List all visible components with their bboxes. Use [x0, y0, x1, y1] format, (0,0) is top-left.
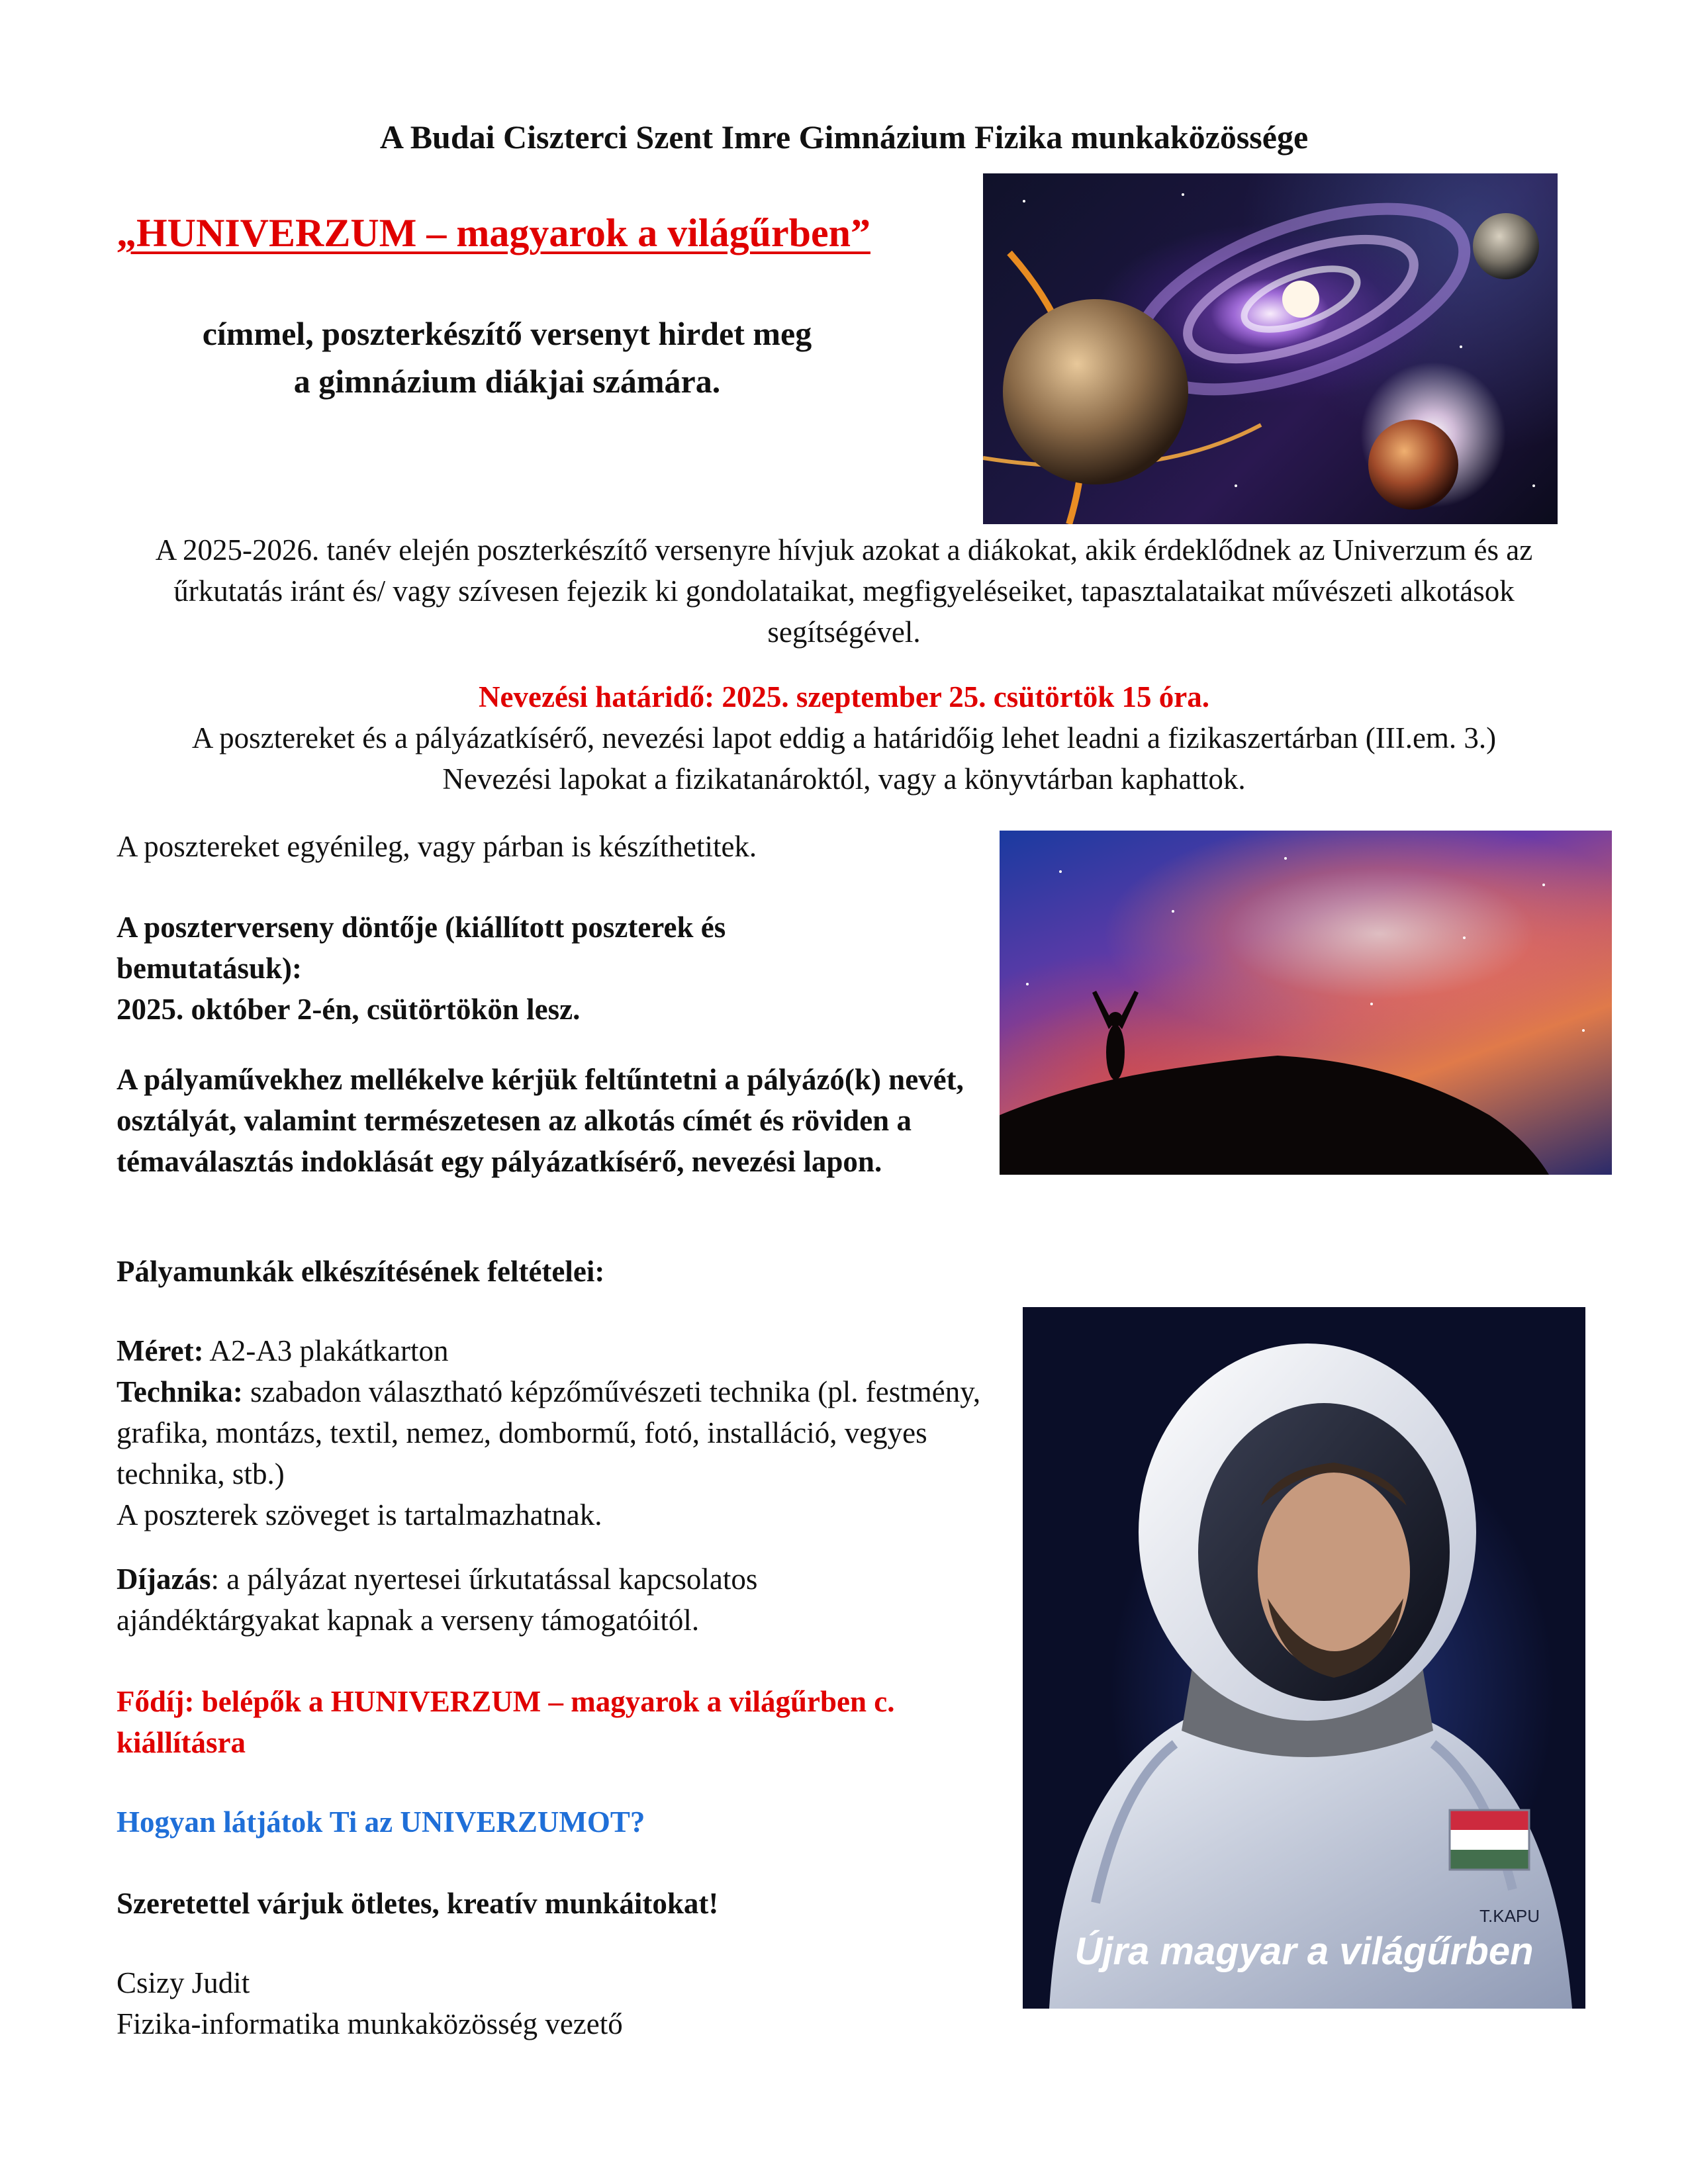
- grand-prize: Fődíj: belépők a HUNIVERZUM – magyarok a világűrben c. kiállításra: [117, 1685, 895, 1759]
- size-label: Méret:: [117, 1334, 204, 1367]
- night-sky-image: [1000, 831, 1612, 1175]
- final-block: [117, 907, 878, 1030]
- question-line: Hogyan látjátok Ti az UNIVERZUMOT?: [117, 1805, 645, 1839]
- intro-paragraph: A 2025-2026. tanév elején poszterkészítő versenyre hívjuk azokat a diákokat, akik érdeklődnek az Univerzum és az űrkutatás iránt és/ vagy szívesen fejezik ki gondolataikat, megfigyeléseiket, tapasztalataikat művészeti alkotások segítségével.: [155, 533, 1533, 649]
- conditions-list: [117, 1330, 984, 1535]
- final-line-1: A poszterverseny döntője (kiállított poszterek és bemutatásuk):: [117, 911, 726, 985]
- galaxy-illustration: [983, 173, 1558, 524]
- astronaut-illustration: [1023, 1307, 1585, 2009]
- prize-value: : a pályázat nyertesei űrkutatással kapcsolatos ajándéktárgyakat kapnak a verseny támogatóitól.: [117, 1563, 758, 1637]
- technique-value: szabadon választható képzőművészeti technika (pl. festmény, grafika, montázs, textil, nemez, dombormű, fotó, installáció, vegyes technika, stb.): [117, 1375, 981, 1490]
- header-title: A Budai Ciszterci Szent Imre Gimnázium Fizika munkaközössége: [379, 118, 1309, 156]
- signature-role: Fizika-informatika munkaközösség vezető: [117, 2007, 623, 2040]
- deadline-line-2: Nevezési lapokat a fizikatanároktól, vagy a könyvtárban kaphattok.: [442, 762, 1246, 796]
- text-note: A poszterek szöveget is tartalmazhatnak.: [117, 1498, 602, 1531]
- signature: [117, 1962, 997, 2044]
- size-line: [117, 1330, 984, 1371]
- subtitle: [117, 310, 898, 405]
- signature-name: Csizy Judit: [117, 1966, 250, 1999]
- night-sky-illustration: [1000, 831, 1612, 1175]
- galaxy-planets-image: [983, 173, 1558, 524]
- deadline-headline: Nevezési határidő: 2025. szeptember 25. csütörtök 15 óra.: [479, 680, 1209, 713]
- astronaut-caption: Újra magyar a világűrben: [1074, 1930, 1534, 1973]
- prize-label: Díjazás: [117, 1563, 211, 1596]
- size-value: A2-A3 plakátkarton: [203, 1334, 449, 1367]
- individual-note: A posztereket egyénileg, vagy párban is készíthetitek.: [117, 830, 757, 863]
- subtitle-line-2: a gimnázium diákjai számára.: [293, 363, 721, 400]
- technique-label: Technika:: [117, 1375, 243, 1408]
- final-line-2: 2025. október 2-én, csütörtökön lesz.: [117, 993, 581, 1026]
- subtitle-line-1: címmel, poszterkészítő versenyt hirdet meg: [202, 315, 812, 352]
- prize-paragraph: [117, 1559, 951, 1641]
- deadline-block: [106, 676, 1582, 799]
- deadline-line-1: A posztereket és a pályázatkísérő, nevezési lapot eddig a határidőig lehet leadni a fizikaszertárban (III.em. 3.): [191, 721, 1497, 754]
- attachment-paragraph: A pályaművekhez mellékelve kérjük feltűntetni a pályázó(k) nevét, osztályát, valamint természetesen az alkotás címét és röviden a témaválasztás indoklását egy pályázatkísérő, nevezési lapon.: [117, 1063, 964, 1178]
- main-title: „HUNIVERZUM – magyarok a világűrben”: [117, 211, 870, 255]
- astronaut-image: [1023, 1307, 1585, 2009]
- technique-line: [117, 1371, 984, 1494]
- closing-line: Szeretettel várjuk ötletes, kreatív munkáitokat!: [117, 1887, 719, 1920]
- conditions-heading: Pályamunkák elkészítésének feltételei:: [117, 1255, 605, 1288]
- name-patch: T.KAPU: [1479, 1906, 1540, 1926]
